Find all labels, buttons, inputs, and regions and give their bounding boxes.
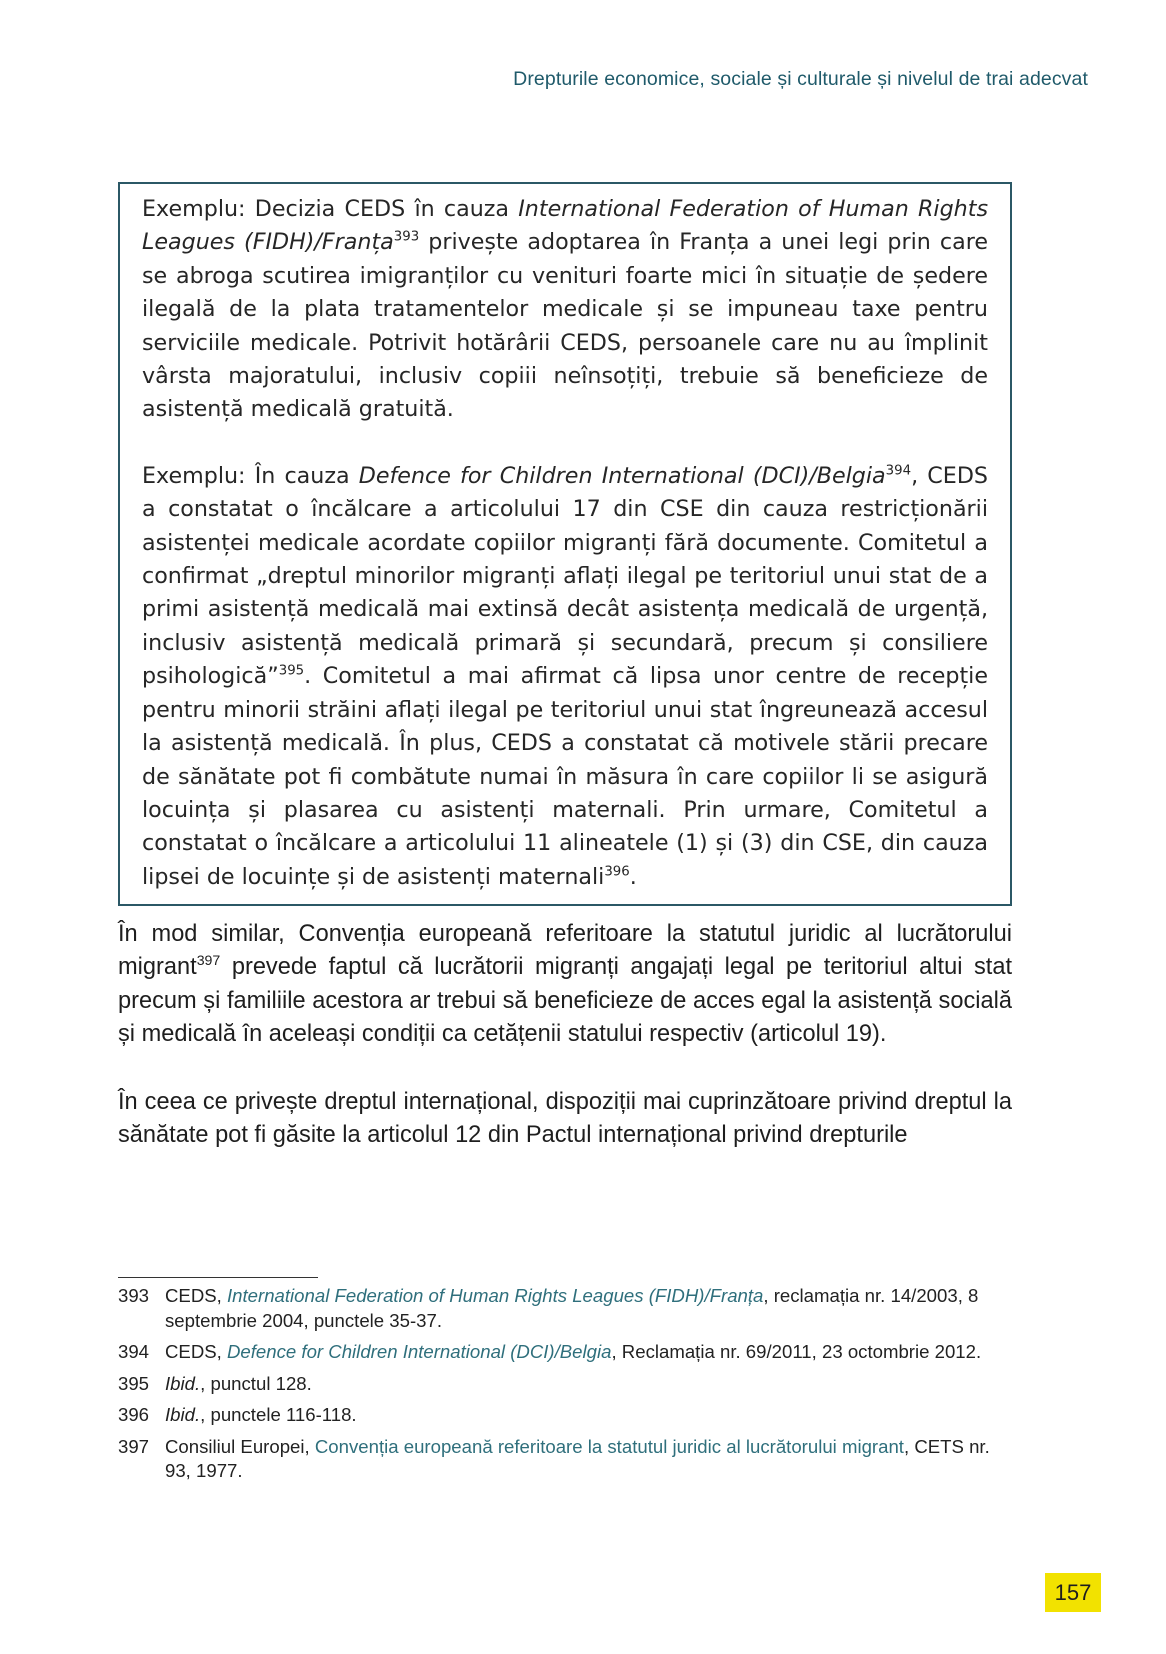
footnote-separator	[118, 1277, 318, 1278]
body-paragraph-international-law: În ceea ce privește dreptul internațional, dispoziții mai cuprinzătoare privind dreptul la sănătate pot fi găsite la articolul 12 din Pactul internațional privind drepturile	[118, 1089, 1012, 1149]
footnote-ref-395[interactable]: 395	[278, 663, 305, 679]
footnote-396: 396 Ibid., punctele 116-118.	[118, 1404, 357, 1425]
example-paragraph-dci: Exemplu: În cauza Defence for Children International (DCI)/Belgia$^{394}$, CEDS a constatat o încălcare a articolului 17 din CSE din cauza restricționării asistenței medicale acordate copiilor migranți fără documente. Comitetul a confirmat „dreptul minorilor migranți aflați ilegal pe teritoriul unui stat de a primi asistență medicală mai extinsă decât asistența medicală de urgență, inclusiv asistență medicală primară și secundară, precum și consiliere psihologică”$^{395}$. Comitetul a mai afirmat că lipsa unor centre de recepție pentru minorii străini aflați ilegal pe teritoriul unui stat îngreunează accesul la asistență medicală. În plus, CEDS a constatat că motivele stării precare de sănătate pot fi combătute numai în măsura în care copiilor li se asigură locuința și plasarea cu asistenți maternali. Prin urmare, Comitetul a constatat o încălcare a articolului 11 alineatele (1) și (3) din CSE, din cauza lipsei de locuințe și de asistenți maternali$^{396}$.	[142, 462, 988, 890]
footnote-link-dci[interactable]: Defence for Children International (DCI)/Belgia	[227, 1341, 612, 1362]
footnote-395: 395 Ibid., punctul 128.	[118, 1372, 312, 1394]
footnote-393: 393 CEDS, International Federation of Human Rights Leagues (FIDH)/Franța, reclamația nr. 14/2003, 8 septembrie 2004, punctele 35-37.	[118, 1285, 979, 1331]
footnote-ref-396[interactable]: 396	[604, 864, 630, 880]
footnote-ref-393[interactable]: 393	[393, 229, 420, 245]
example-paragraph-fidh: Exemplu: Decizia CEDS în cauza International Federation of Human Rights Leagues (FIDH)/Franța$^{393}$ privește adoptarea în Franța a unei legi prin care se abroga scutirea imigranților cu venituri foarte mici în situație de ședere ilegală de la plata tratamentelor medicale și se impuneau taxe pentru serviciile medicale. Potrivit hotărârii CEDS, persoanele care nu au împlinit vârsta majoratului, inclusiv copiii neînsoțiți, trebuie să beneficieze de asistență medicală gratuită.	[142, 196, 989, 423]
running-header: Drepturile economice, sociale și culturale și nivelul de trai adecvat	[513, 68, 1088, 90]
case-title-dci: Defence for Children International (DCI)/Belgia	[358, 462, 886, 489]
footnote-ref-394[interactable]: 394	[885, 463, 912, 479]
footnote-ref-397[interactable]: 397	[196, 953, 221, 970]
example-box	[118, 182, 1012, 906]
footnote-link-convention[interactable]: Convenția europeană referitoare la statutul juridic al lucrătorului migrant	[314, 1435, 904, 1457]
body-paragraph-convention: În mod similar, Convenția europeană referitoare la statutul juridic al lucrătorului migrant$^{397}$ prevede faptul că lucrătorii migranți angajați legal pe teritoriul altui stat precum și familiile acestora ar trebui să beneficieze de acces egal la asistență socială și medicală în aceleași condiții ca cetățenii statului respectiv (articolul 19).	[118, 921, 1012, 1048]
footnote-394: 394 CEDS, Defence for Children International (DCI)/Belgia, Reclamația nr. 69/2011, 23 octombrie 2012.	[118, 1341, 982, 1362]
page-number: 157	[1045, 1573, 1101, 1612]
case-title-fidh: International Federation of Human Rights Leagues (FIDH)/Franța	[142, 196, 989, 256]
footnotes	[118, 1284, 1018, 1491]
footnote-397: 397 Consiliul Europei, Convenția europeană referitoare la statutul juridic al lucrătorului migrant, CETS nr. 93, 1977.	[118, 1435, 990, 1481]
footnote-link-fidh[interactable]: International Federation of Human Rights Leagues (FIDH)/Franța	[227, 1285, 764, 1306]
